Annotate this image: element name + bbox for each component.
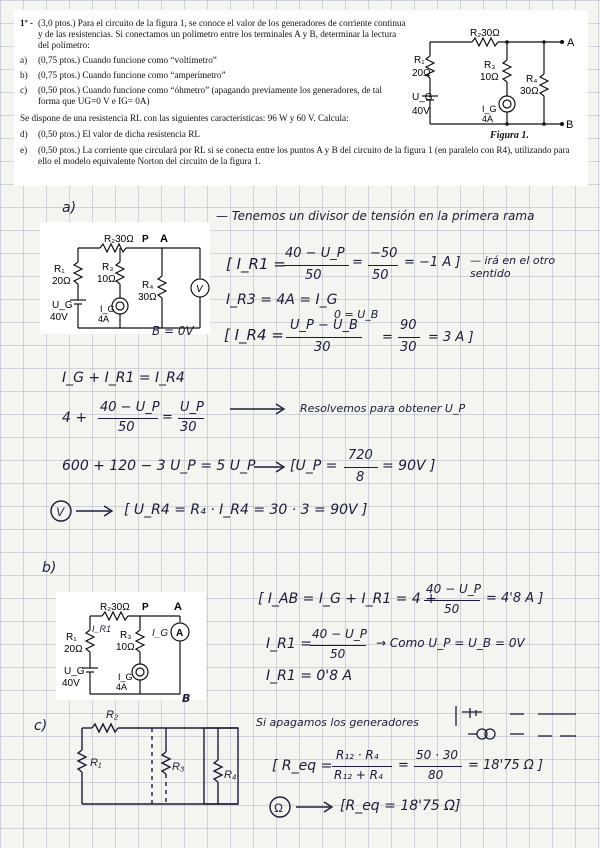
fig-r3-label: R₃	[484, 60, 496, 71]
ohmmeter-icon	[266, 794, 338, 820]
item-c-text: (0,50 ptos.) Cuando funcione como “óhmetro” (apagando previamente los generadores, de tal forma que UG=0 V e IG= 0A)	[38, 85, 382, 106]
a-eq6-res-bar	[344, 467, 378, 468]
a-r1-label: R₁	[54, 264, 65, 275]
circuit-a-diagram	[40, 222, 210, 334]
a-eq5-bar2	[178, 418, 204, 419]
a-eq1-den2: 50	[372, 268, 389, 283]
circuit-b-box	[56, 592, 206, 700]
arrow-icon	[252, 460, 288, 474]
a-eq7: [ U_R4 = R₄ · I_R4 = 30 · 3 = 90V ]	[124, 502, 368, 518]
circuit-a-box	[40, 222, 210, 334]
b-r2-label: R₂30Ω	[100, 602, 130, 613]
a-eq6-res-den: 8	[356, 470, 365, 485]
a-eq6-res-lhs: [U_P =	[290, 458, 338, 474]
circuit-c-diagram	[68, 704, 258, 816]
a-eq3-eq: =	[382, 330, 393, 345]
a-eq5-den2: 30	[180, 420, 197, 435]
a-eq1-note: — irá en el otro sentido	[470, 254, 556, 280]
b-ir1-label: I_R1	[92, 624, 112, 634]
a-eq1-eq: =	[352, 255, 363, 270]
b-r1-label: R₁	[66, 632, 77, 643]
a-eq3-den: 30	[314, 340, 331, 355]
a-eq5-lhs: 4 +	[62, 410, 88, 426]
item-b-text: (0,75 ptos.) Cuando funcione como “amperímetro”	[38, 70, 226, 80]
c-eq1-num: R₁₂ · R₄	[336, 748, 379, 762]
a-eq3-bar2	[398, 337, 420, 338]
b-eq3: I_R1 = 0'8 A	[266, 668, 353, 684]
voltmeter-symbol: V	[196, 284, 203, 295]
a-eq1-lhs: [ I_R1 =	[226, 255, 286, 273]
b-r1-value: 20Ω	[64, 644, 83, 655]
a-eq5-num2: U_P	[180, 400, 204, 415]
a-r3-value: 10Ω	[97, 274, 116, 285]
a-r4-label: R₄	[142, 280, 154, 291]
a-eq5-den: 50	[118, 420, 135, 435]
a-eq6-res-num: 720	[348, 448, 373, 463]
a-node-p: P	[142, 234, 149, 245]
fig-terminal-a: A	[567, 37, 575, 49]
b-eq2-lhs: I_R1 =	[266, 636, 312, 652]
a-eq3-lhs: [ I_R4 =	[224, 326, 284, 344]
section-a-label: a)	[62, 200, 77, 216]
b-eq2-num: 40 − U_P	[312, 627, 367, 641]
a-eq6-res-val: = 90V ]	[382, 458, 436, 474]
a-eq3-den2: 30	[400, 340, 417, 355]
c-eq1-bar	[332, 766, 392, 767]
b-r3-label: R₃	[120, 630, 132, 641]
a-ig-label: I_G	[100, 304, 115, 314]
a-eq5-note: Resolvemos para obtener U_P	[300, 402, 466, 415]
fig-r4-label: R₄	[526, 74, 538, 85]
a-r2-label: R₂30Ω	[104, 234, 134, 245]
b-ug-label: U_G	[64, 666, 85, 677]
b-eq1-bar	[424, 600, 480, 601]
c-r3-label: R₃	[172, 761, 185, 773]
section-c-label: c)	[34, 718, 48, 734]
a-r3-label: R₃	[102, 262, 114, 273]
fig-r3-value: 10Ω	[480, 72, 499, 83]
a-note-divider: — Tenemos un divisor de tensión en la primera rama	[216, 209, 535, 223]
b-ig-value: 4A	[116, 682, 128, 692]
problem-text: (3,0 ptos.) Para el circuito de la figura 1, se conoce el valor de los generadores de corriente continua y de las resistencias. Si conectamos un polímetro entre los terminales A y B, determinar la lectura del polímetro:	[38, 18, 406, 50]
a-eq5-num: 40 − U_P	[100, 400, 160, 415]
a-ug-value: 40V	[50, 312, 68, 323]
a-ig-value: 4A	[98, 314, 110, 324]
problem-extra: Se dispone de una resistencia RL con las siguientes características: 96 W y 60 V. Calcula:	[20, 113, 349, 123]
c-eq2: [R_eq = 18'75 Ω]	[340, 798, 461, 814]
c-r2-label: R₂	[106, 709, 119, 721]
a-eq1-den: 50	[305, 268, 322, 283]
c-eq1-result: = 18'75 Ω ]	[468, 758, 543, 773]
a-r1-value: 20Ω	[52, 276, 71, 287]
item-d-letter: d)	[20, 129, 28, 139]
b-eq2-bar	[310, 645, 366, 646]
c-eq1-eq: =	[398, 758, 409, 773]
b-eq2-note: → Como U_P = U_B = 0V	[376, 636, 525, 650]
a-terminal-a: A	[160, 233, 168, 245]
b-ig-label: I_G	[118, 672, 133, 682]
voltmeter-icon	[48, 498, 118, 524]
problem-statement	[14, 10, 588, 186]
svg-text:V: V	[56, 505, 65, 519]
fig-terminal-b: B	[566, 119, 574, 128]
c-r1-label: R₁	[90, 757, 102, 769]
fig-r1-label: R₁	[414, 55, 425, 66]
item-e-letter: e)	[20, 145, 28, 155]
a-eq1-num: 40 − U_P	[285, 246, 345, 261]
item-a-text: (0,75 ptos.) Cuando funcione como “voltímetro”	[38, 55, 217, 65]
a-eq1-result: = −1 A ]	[404, 255, 461, 270]
item-c-letter: c)	[20, 85, 28, 95]
b-ig-handlabel: I_G	[152, 628, 169, 639]
b-ug-value: 40V	[62, 678, 80, 689]
a-eq3-zero-note: 0 = U_B	[334, 308, 379, 321]
a-eq3-result: = 3 A ]	[428, 330, 474, 345]
b-node-p: P	[142, 602, 149, 613]
c-eq1-bar2	[414, 766, 462, 767]
problem-number: 1º -	[20, 18, 33, 28]
ammeter-symbol: A	[176, 628, 184, 639]
fig-ug-label: U_G	[412, 92, 433, 103]
fig-ig-value: 4A	[482, 114, 494, 124]
figure-caption: Figura 1.	[490, 130, 529, 141]
a-eq5-eq: =	[162, 410, 173, 425]
c-eq1-num2: 50 · 30	[416, 748, 458, 762]
fig-r4-value: 30Ω	[520, 86, 539, 97]
a-eq1-num2: −50	[370, 246, 398, 261]
a-eq2: I_R3 = 4A = I_G	[226, 292, 338, 308]
item-b-letter: b)	[20, 70, 28, 80]
svg-text:Ω: Ω	[274, 801, 283, 815]
b-eq2-den: 50	[330, 647, 346, 661]
a-b-node-label: B = 0V	[152, 324, 194, 338]
circuit-b-diagram	[56, 592, 206, 700]
figure-1-circuit	[412, 16, 582, 128]
c-eq1-den2: 80	[428, 768, 444, 782]
arrow-icon	[228, 402, 288, 416]
section-b-label: b)	[42, 560, 57, 576]
fig-r1-value: 20Ω	[412, 68, 431, 79]
c-r4-label: R₄	[224, 769, 237, 781]
fig-r2-label: R₂30Ω	[470, 28, 500, 39]
a-eq3-num2: 90	[400, 318, 417, 333]
a-ug-label: U_G	[52, 300, 73, 311]
a-eq1-bar2	[368, 265, 398, 266]
item-a-letter: a)	[20, 55, 28, 65]
a-eq1-bar	[283, 265, 349, 266]
b-eq1-lhs: [ I_AB = I_G + I_R1 = 4 +	[258, 591, 437, 607]
b-r3-value: 10Ω	[116, 642, 135, 653]
fig-ug-value: 40V	[412, 106, 430, 117]
item-e-text: (0,50 ptos.) La corriente que circulará por RL si se conecta entre los puntos A y B del circuito de la figura 1 (en paralelo con R4), utilizando para ello el modelo equivalente Norton del circuito de la figura 1.	[38, 145, 570, 166]
c-eq1-lhs: [ R_eq =	[272, 758, 333, 774]
b-terminal-a: A	[174, 601, 182, 613]
a-eq6: 600 + 120 − 3 U_P = 5 U_P	[62, 458, 256, 474]
a-r4-value: 30Ω	[138, 292, 157, 303]
b-terminal-b: B	[182, 692, 191, 705]
item-d-text: (0,50 ptos.) El valor de dicha resistencia RL	[38, 129, 201, 139]
a-eq3-bar	[286, 337, 362, 338]
c-eq1-den: R₁₂ + R₄	[334, 768, 383, 782]
b-eq1-result: = 4'8 A ]	[486, 591, 544, 606]
b-eq1-num: 40 − U_P	[426, 582, 481, 596]
a-eq4: I_G + I_R1 = I_R4	[62, 370, 185, 386]
a-eq3-num: U_P − U_B	[290, 318, 358, 333]
c-note: Si apagamos los generadores	[256, 716, 419, 729]
b-eq1-den: 50	[444, 602, 460, 616]
a-eq5-bar	[98, 418, 158, 419]
generator-off-icons	[452, 704, 580, 744]
fig-ig-label: I_G	[482, 104, 497, 114]
